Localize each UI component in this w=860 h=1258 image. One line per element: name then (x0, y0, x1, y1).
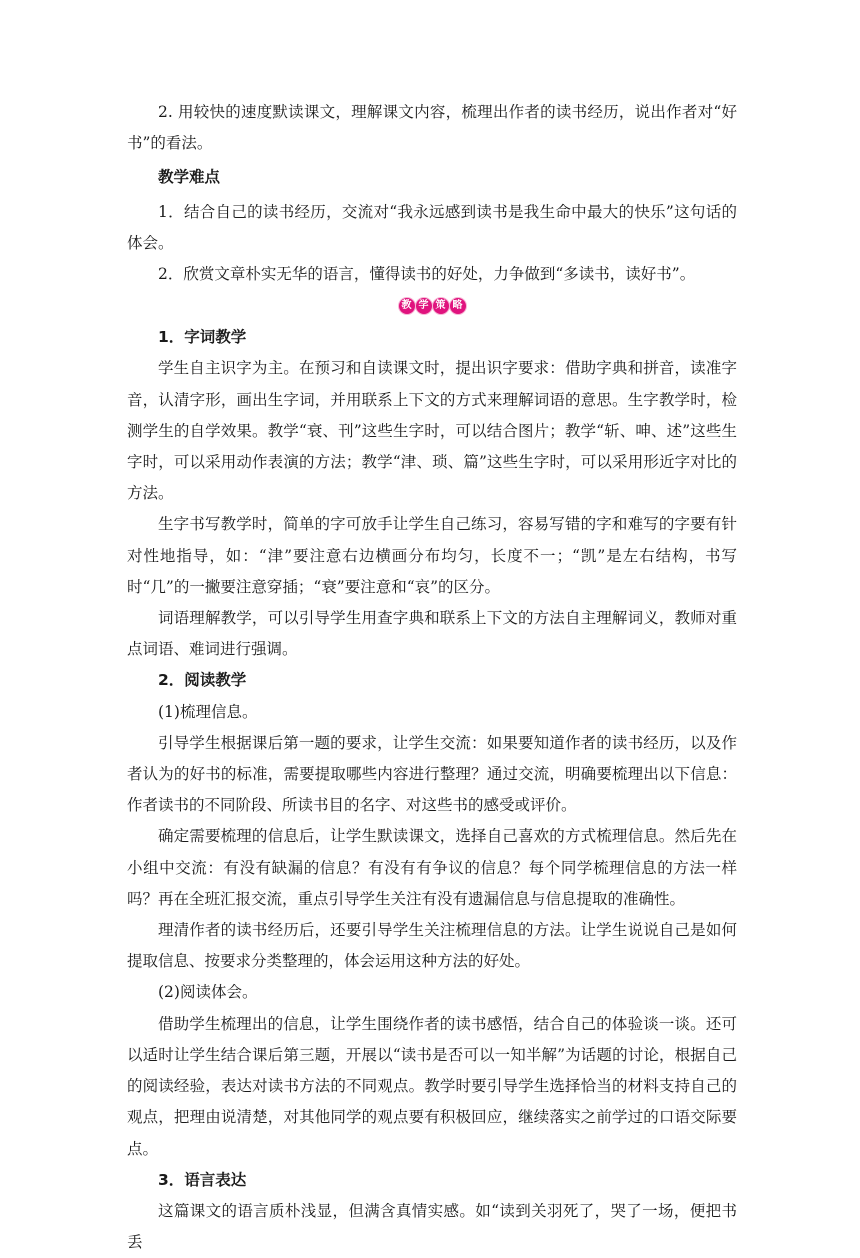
word-teaching-paragraph-1: 学生自主识字为主。在预习和自读课文时，提出识字要求：借助字典和拼音，读准字音，认清字形，画出生字词，并用联系上下文的方式来理解词语的意思。生字教学时，检测学生的自学效果。教学“衰、刊”这些生字时，可以结合图片；教学“斩、呻、述”这些生字时，可以采用动作表演的方法；教学“津、琐、篇”这些生字时，可以采用形近字对比的方法。 (127, 359, 737, 503)
difficulty-2-paragraph: 2．欣赏文章朴实无华的语言，懂得读书的好处，力争做到“多读书，读好书”。 (158, 265, 696, 284)
goal-2-paragraph: 2. 用较快的速度默读课文，理解课文内容，梳理出作者的读书经历，说出作者对“好书”的看法。 (127, 103, 737, 153)
word-teaching-paragraph-2: 生字书写教学时，简单的字可放手让学生自己练习，容易写错的字和难写的字要有针对性地指导，如：“津”要注意右边横画分布均匀，长度不一；“凯”是左右结构，书写时“几”的一撇要注意穿插；“衰”要注意和“哀”的区分。 (127, 515, 737, 596)
reading-paragraph-3: 理清作者的读书经历后，还要引导学生关注梳理信息的方法。让学生说说自己是如何提取信息、按要求分类整理的，体会运用这种方法的好处。 (127, 921, 737, 971)
reading-paragraph-4: 借助学生梳理出的信息，让学生围绕作者的读书感悟，结合自己的体验谈一谈。还可以适时让学生结合课后第三题，开展以“读书是否可以一知半解”为话题的讨论，根据自己的阅读经验，表达对读书方法的不同观点。教学时要引导学生选择恰当的材料支持自己的观点，把理由说清楚，对其他同学的观点要有积极回应，继续落实之前学过的口语交际要点。 (127, 1014, 737, 1158)
word-teaching-paragraph-3: 词语理解教学，可以引导学生用查字典和联系上下文的方法自主理解词义，教师对重点词语、难词进行强调。 (127, 609, 737, 659)
language-paragraph-1: 这篇课文的语言质朴浅显，但满含真情实感。如“读到关羽死了，哭了一场，便把书丢 (127, 1201, 737, 1252)
badge-char: 学 (416, 298, 432, 314)
badge-char: 教 (399, 298, 415, 314)
heading-reading-teaching: 2．阅读教学 (158, 671, 247, 690)
heading-word-teaching: 1．字词教学 (158, 328, 247, 347)
badge-char: 略 (450, 298, 466, 314)
badge-char: 策 (433, 298, 449, 314)
reading-paragraph-1: 引导学生根据课后第一题的要求，让学生交流：如果要知道作者的读书经历，以及作者认为的好书的标准，需要提取哪些内容进行整理？通过交流，明确要梳理出以下信息：作者读书的不同阶段、所读书目的名字、对这些书的感受或评价。 (127, 733, 737, 815)
difficulty-1-paragraph: 1．结合自己的读书经历，交流对“我永远感到读书是我生命中最大的快乐”这句话的体会。 (127, 202, 737, 252)
heading-language-expression: 3．语言表达 (158, 1170, 247, 1189)
subheading-organize-info: (1)梳理信息。 (158, 702, 258, 721)
teaching-strategy-badge (127, 292, 737, 318)
heading-teaching-difficulty: 教学难点 (158, 168, 221, 187)
subheading-reading-reflection: (2)阅读体会。 (158, 983, 258, 1002)
reading-paragraph-2: 确定需要梳理的信息后，让学生默读课文，选择自己喜欢的方式梳理信息。然后先在小组中交流：有没有缺漏的信息？有没有有争议的信息？每个同学梳理信息的方法一样吗？再在全班汇报交流，重点引导学生关注有没有遗漏信息与信息提取的准确性。 (127, 827, 737, 908)
document-page (127, 97, 737, 1258)
